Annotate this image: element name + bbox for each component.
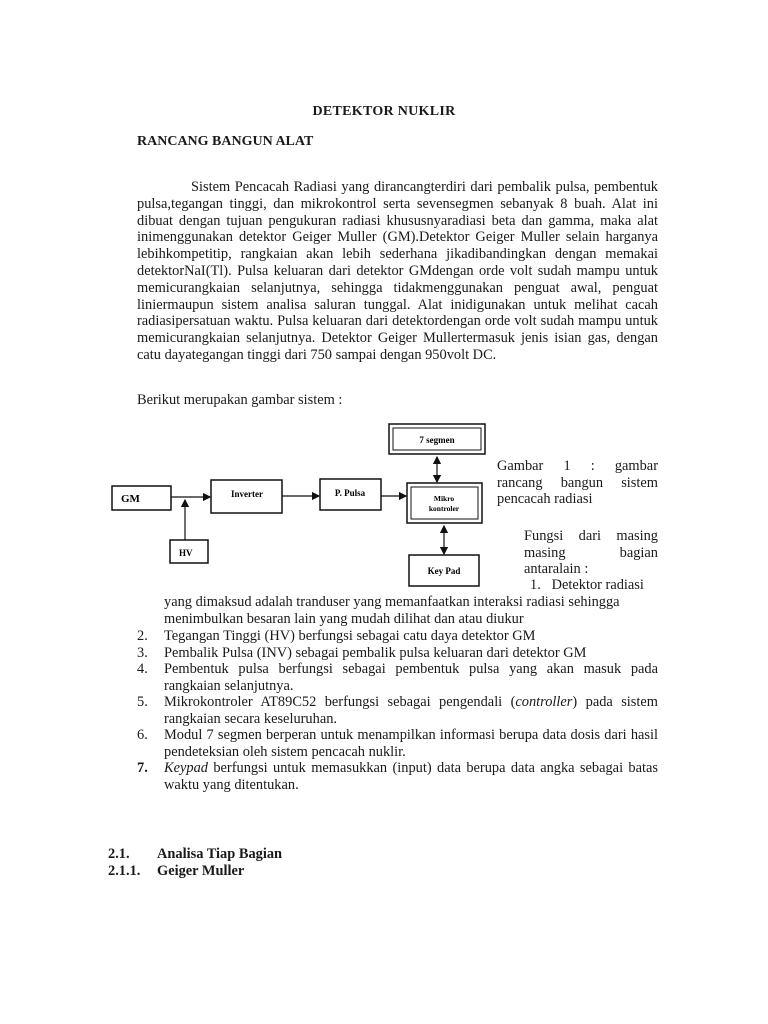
list-item-text: Modul 7 segmen berperan untuk menampilkan informasi berupa data dosis dari hasil pendeteksian oleh sistem pencacah nuklir.: [164, 727, 658, 760]
list-item-number: 7.: [137, 760, 148, 776]
block-keypad: [409, 555, 479, 586]
list-item-1-cont: yang dimaksud adalah tranduser yang memanfaatkan interaksi radiasi sehingga menimbulkan besaran lain yang mudah dilihat dan atau diukur: [164, 594, 620, 627]
list-item-1-head-text: Detektor radiasi: [551, 577, 644, 593]
block-p-pulsa: [320, 479, 381, 510]
list-item-text-italic: controller: [515, 694, 573, 710]
list-item: [137, 727, 658, 760]
list-item-number: 4.: [137, 661, 148, 677]
label-mikro-line1: Mikro: [433, 494, 455, 503]
block-inverter: [211, 480, 282, 513]
list-item-text: Tegangan Tinggi (HV) berfungsi sebagai catu daya detektor GM: [164, 628, 536, 644]
label-p-pulsa: P. Pulsa: [334, 488, 366, 498]
diagram-intro: Berikut merupakan gambar sistem :: [137, 392, 343, 408]
list-item-text-after: ) pada sistem rangkaian secara keseluruhan.: [164, 694, 658, 727]
fungsi-intro: [524, 528, 658, 578]
section-heading: RANCANG BANGUN ALAT: [137, 134, 314, 149]
subheading-title: Geiger Muller: [157, 863, 245, 879]
subheading-number: 2.1.1.: [108, 863, 141, 879]
list-item-text: Pembentuk pulsa berfungsi sebagai pembentuk pulsa yang akan masuk pada rangkaian selanjutnya.: [164, 661, 658, 694]
label-mikro-line2: kontroler: [428, 504, 460, 513]
list-item-text: [164, 760, 658, 793]
subheading-2-1: [108, 846, 282, 863]
paragraph-text: Sistem Pencacah Radiasi yang dirancangterdiri dari pembalik pulsa, pembentuk pulsa,tegangan tinggi, dan mikrokontrol serta sevensegmen sebanyak 8 buah. Alat ini dibuat dengan tujuan pengukuran radiasi khususnyaradiasi beta dan gamma, maka alat inimenggunakan detektor Geiger Muller (GM).Detektor Geiger Muller selain harganya lebihkompetitip, rangkaian akan lebih sederhana jikadibandingkan dengan memakai detektorNaI(Tl). Pulsa keluaran dari detektor GMdengan orde volt sudah mampu untuk memicurangkaian selanjutnya, sehingga tidakmenggunakan penguat awal, penguat liniermaupun sistem analisa saluran tunggal. Alat inidigunakan untuk melihat cacah radiasipersatuan waktu. Pulsa keluaran dari detektordengan orde volt sudah mampu untuk memicurangkaian selanjutnya. Detektor Geiger Mullertermasuk jenis isian gas, dengan catu dayategangan tinggi dari 750 sampai dengan 950volt DC.: [137, 179, 658, 363]
list-item-1-head: [530, 577, 644, 594]
list-item-text: Pembalik Pulsa (INV) sebagai pembalik pulsa keluaran dari detektor GM: [164, 644, 587, 661]
block-gm: [112, 486, 171, 510]
list-item-text-after: berfungsi untuk memasukkan (input) data berupa data angka sebagai batas waktu yang ditentukan.: [164, 760, 658, 793]
list-item-text-italic: Keypad: [164, 760, 208, 776]
subheading-number: 2.1.: [108, 846, 130, 862]
caption-line-1: Gambar 1 : gambar: [497, 458, 658, 474]
document-title: DETEKTOR NUKLIR: [312, 104, 456, 119]
list-item-number: 3.: [137, 644, 148, 661]
list-item-text-before: Mikrokontroler AT89C52 berfungsi sebagai pengendali (: [164, 694, 516, 710]
list-item-text: [164, 694, 658, 727]
fungsi-line-1: Fungsi dari masing: [524, 528, 658, 544]
list-item: [137, 760, 658, 793]
fungsi-line-3: antaralain :: [524, 561, 589, 577]
block-mikrokontroler: [407, 483, 482, 523]
list-item-1-number: 1.: [530, 577, 541, 593]
function-list: [137, 628, 658, 793]
figure-caption: [497, 458, 658, 508]
block-7-segmen: [389, 424, 485, 454]
list-item: [137, 661, 658, 694]
list-item-number: 6.: [137, 727, 148, 743]
caption-line-2: rancang bangun sistem: [497, 474, 658, 491]
list-item: [137, 694, 658, 727]
subheading-2-1-1: [108, 863, 244, 880]
block-hv: [170, 540, 208, 563]
list-item-number: 2.: [137, 628, 148, 644]
label-inverter: Inverter: [231, 489, 263, 499]
label-hv: HV: [179, 548, 193, 558]
list-item: [137, 628, 658, 645]
caption-line-3: pencacah radiasi: [497, 491, 593, 507]
subheading-title: Analisa Tiap Bagian: [157, 846, 283, 862]
list-item-number: 5.: [137, 694, 148, 710]
list-item: [137, 645, 658, 662]
label-gm: GM: [121, 493, 140, 505]
label-keypad: Key Pad: [427, 566, 461, 576]
fungsi-line-2: masing bagian: [524, 544, 658, 561]
label-7-segmen: 7 segmen: [419, 435, 455, 445]
